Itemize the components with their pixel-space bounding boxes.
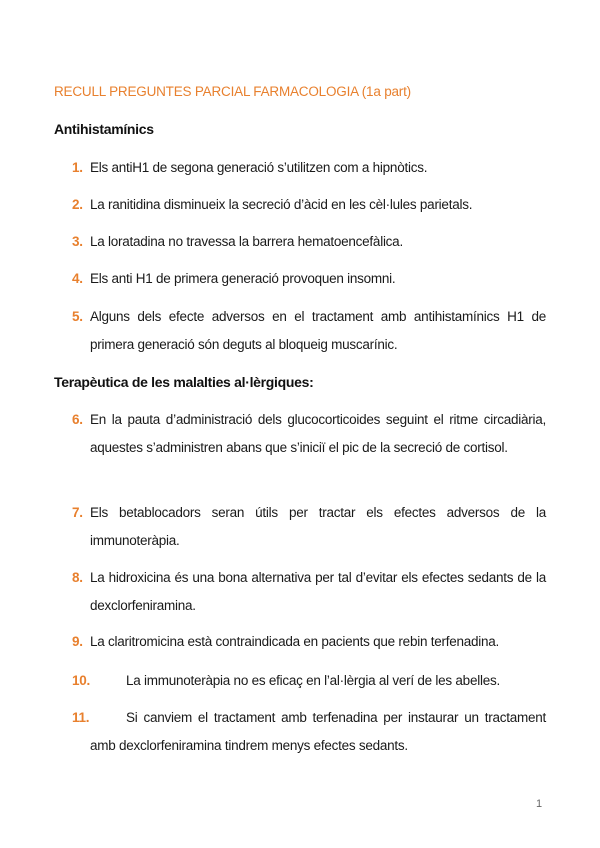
question-text: Si canviem el tractament amb terfenadina per instaurar un tractament amb dexclorfeniramina tindrem menys efectes sedants. (90, 710, 546, 753)
question-number: 5. (72, 309, 83, 324)
question-text: Els antiH1 de segona generació s’utilitzen com a hipnòtics. (90, 160, 428, 175)
question-number: 9. (72, 634, 83, 649)
question-item (72, 228, 546, 256)
question-number: 4. (72, 271, 83, 286)
question-item (72, 564, 546, 620)
question-item (72, 191, 546, 219)
question-text: La loratadina no travessa la barrera hematoencefàlica. (90, 234, 403, 249)
question-number: 7. (72, 505, 83, 520)
question-number: 2. (72, 197, 83, 212)
question-text: Alguns dels efecte adversos en el tractament amb antihistamínics H1 de primera generació són deguts al bloqueig muscarínic. (90, 309, 546, 352)
question-item (72, 303, 546, 359)
question-text: Els anti H1 de primera generació provoquen insomni. (90, 271, 396, 286)
question-text: Els betablocadors seran útils per tractar els efectes adversos de la immunoteràpia. (90, 505, 546, 548)
section-heading-antihistaminics: Antihistamínics (54, 121, 154, 137)
question-number: 3. (72, 234, 83, 249)
question-item (72, 499, 546, 555)
section-heading-therapeutics: Terapèutica de les malalties al·lèrgiques: (54, 374, 314, 390)
question-number: 11. (72, 710, 90, 725)
question-number: 6. (72, 412, 83, 427)
question-item (72, 667, 546, 695)
question-text: La hidroxicina és una bona alternativa per tal d’evitar els efectes sedants de la dexclorfeniramina. (90, 570, 546, 613)
question-text: La claritromicina està contraindicada en pacients que rebin terfenadina. (90, 634, 500, 649)
question-number: 1. (72, 160, 83, 175)
question-number: 10. (72, 673, 91, 688)
page-number: 1 (536, 798, 543, 810)
question-text: La immunoteràpia no es eficaç en l’al·lèrgia al verí de les abelles. (126, 673, 500, 688)
document-title: RECULL PREGUNTES PARCIAL FARMACOLOGIA (1a part) (54, 84, 411, 99)
question-item (72, 628, 546, 656)
question-item (72, 265, 546, 293)
question-number: 8. (72, 570, 83, 585)
question-item (72, 704, 546, 760)
question-text: La ranitidina disminueix la secreció d’àcid en les cèl·lules parietals. (90, 197, 473, 212)
question-item (72, 406, 546, 462)
question-item (72, 154, 546, 182)
question-text: En la pauta d’administració dels glucocorticoides seguint el ritme circadiària, aquestes s’administren abans que s’iniciï el pic de la secreció de cortisol. (90, 412, 546, 455)
